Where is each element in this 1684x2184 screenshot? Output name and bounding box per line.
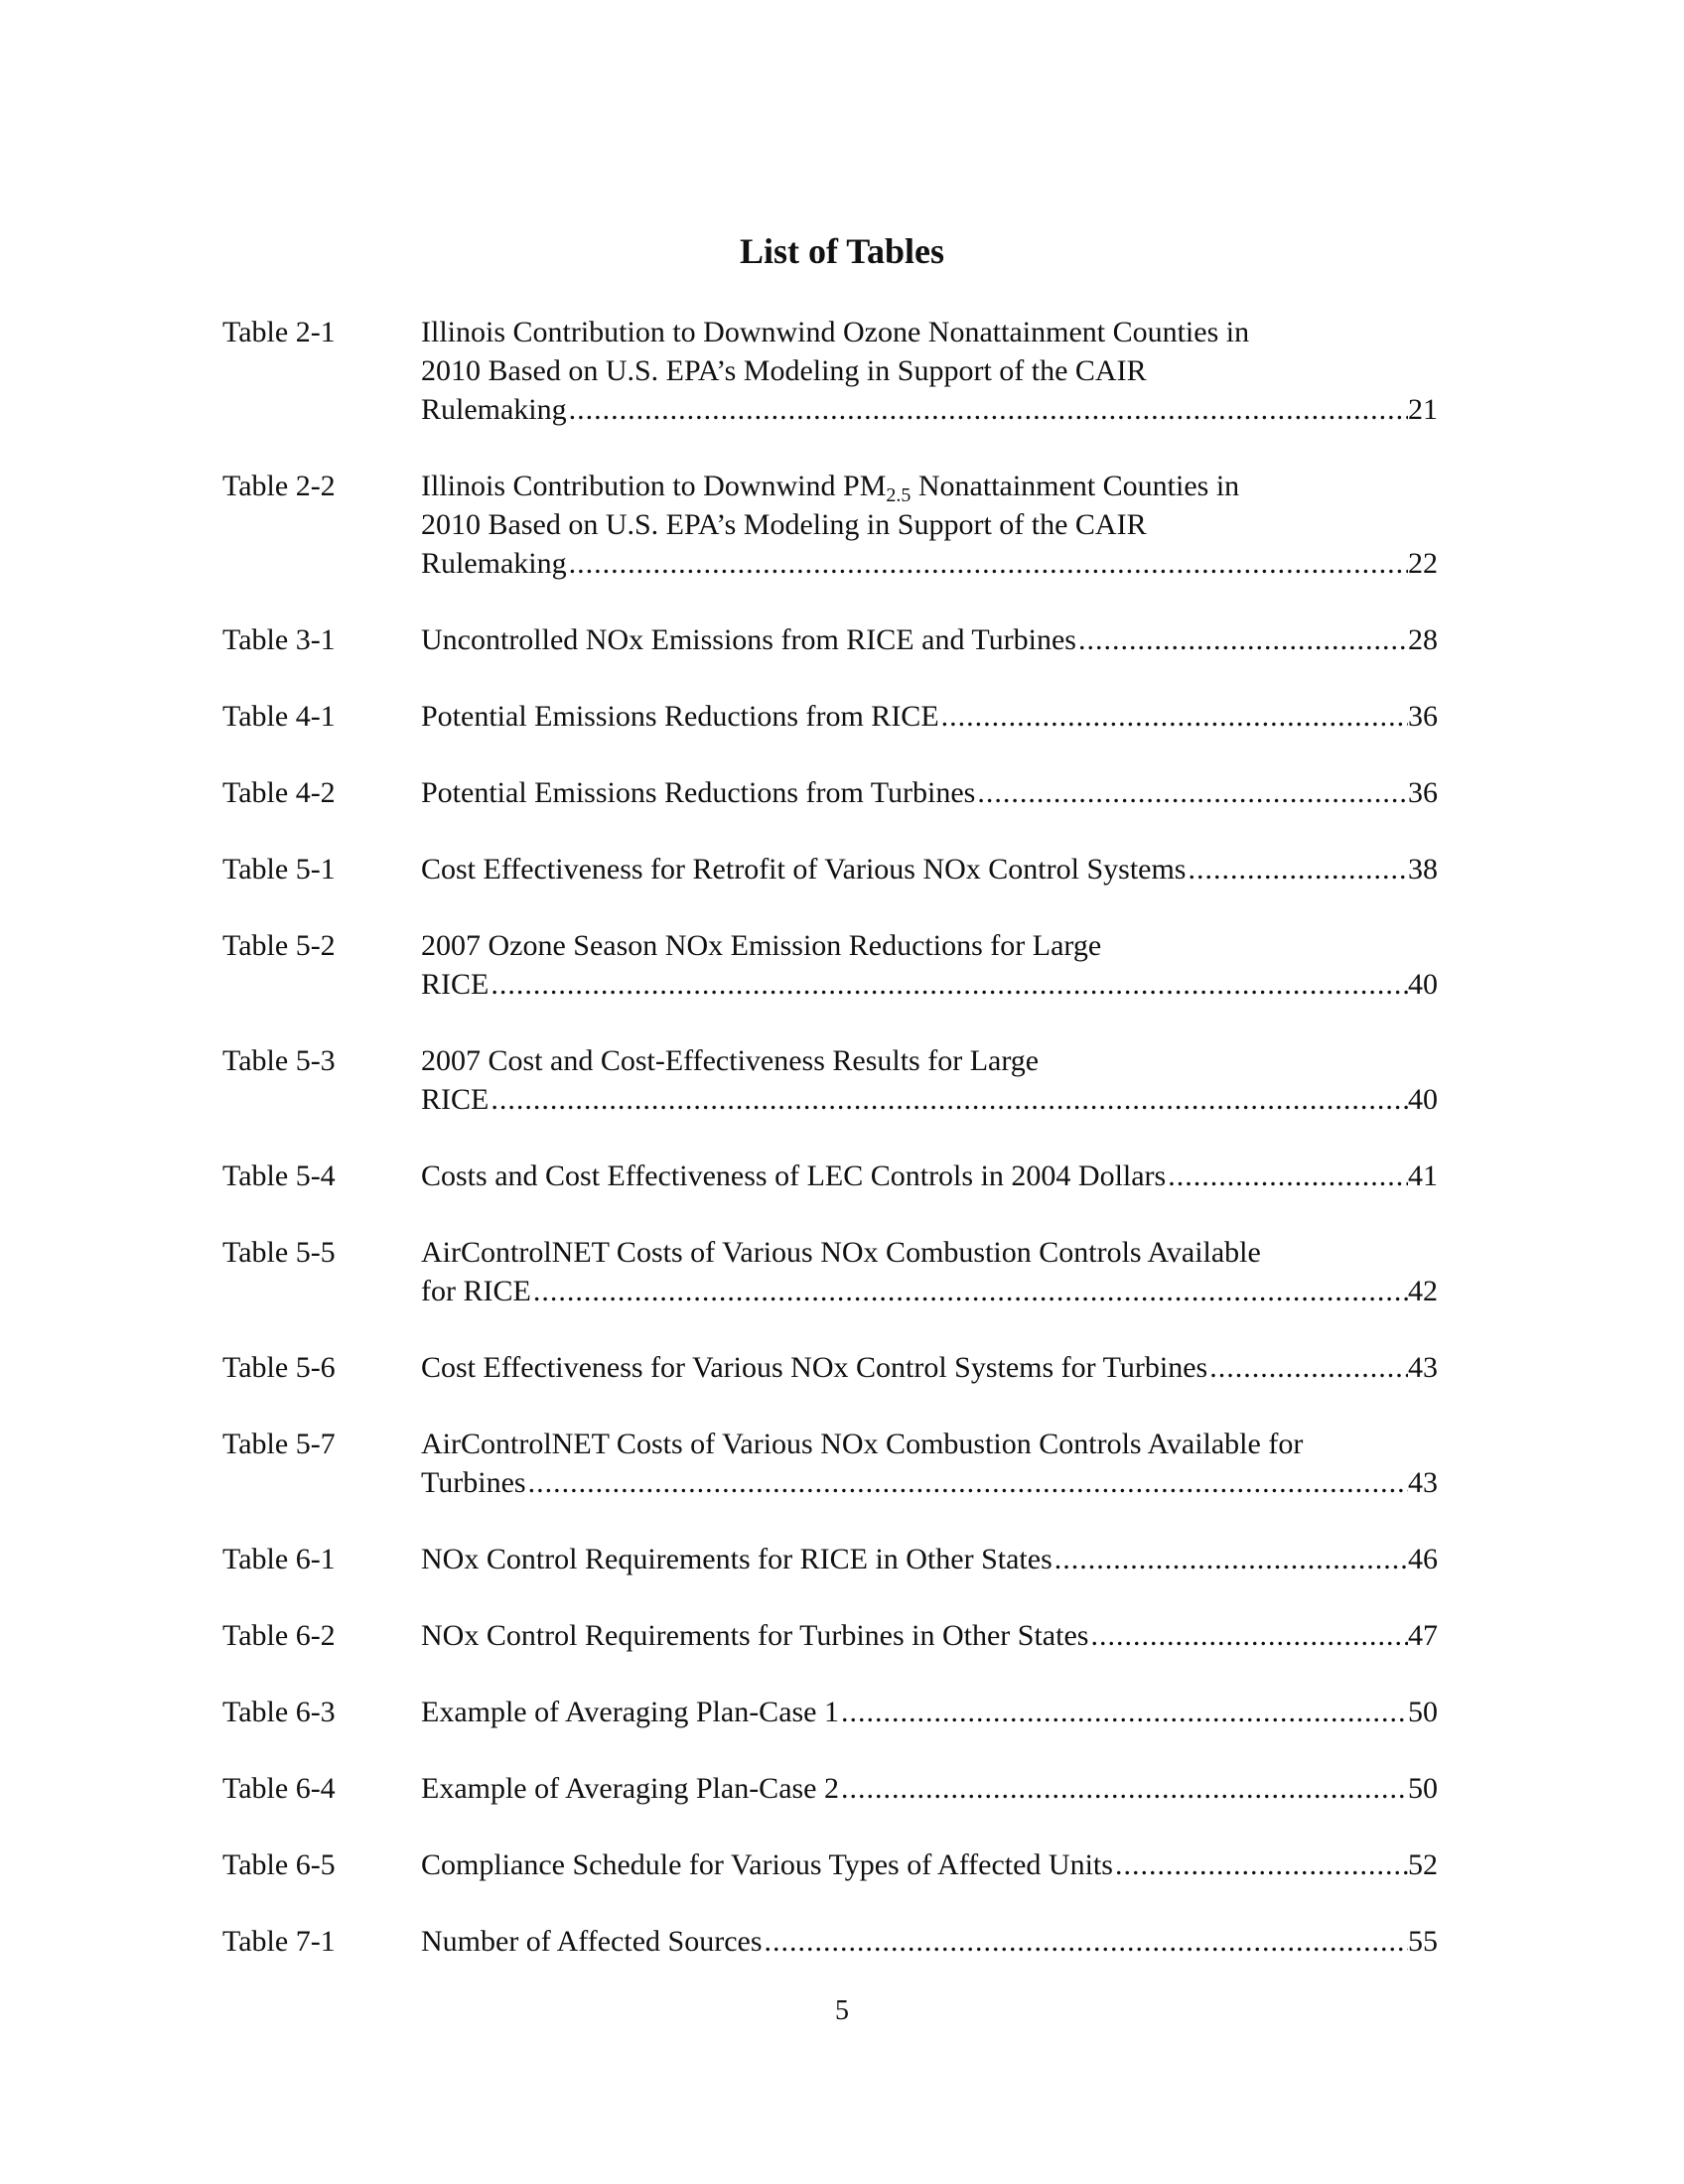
- caption-line: Example of Averaging Plan-Case 1: [421, 1696, 839, 1728]
- caption-last-line: [421, 1540, 1438, 1578]
- table-caption: [421, 697, 1438, 736]
- subscript: 2.5: [886, 484, 912, 506]
- caption-last-line: [421, 1693, 1438, 1731]
- toc-entry-table-4-2[interactable]: [222, 773, 1438, 812]
- table-caption: [421, 1233, 1438, 1310]
- table-caption: [421, 1157, 1438, 1195]
- table-number: Table 7-1: [222, 1925, 336, 1958]
- caption-line: AirControlNET Costs of Various NOx Combustion Controls Available: [421, 1236, 1261, 1269]
- dot-leader: [939, 697, 1408, 736]
- page-reference: 43: [1408, 1466, 1438, 1499]
- page-reference: 41: [1408, 1160, 1438, 1192]
- caption-line: Uncontrolled NOx Emissions from RICE and Turbines: [421, 623, 1076, 656]
- table-caption: [421, 1425, 1438, 1502]
- toc-entry-table-5-7[interactable]: [222, 1425, 1438, 1502]
- caption-line: Illinois Contribution to Downwind Ozone Nonattainment Counties in: [421, 316, 1250, 348]
- caption-line: Cost Effectiveness for Retrofit of Various NOx Control Systems: [421, 853, 1187, 886]
- dot-leader: [1166, 1157, 1408, 1195]
- toc-entry-table-2-1[interactable]: [222, 313, 1438, 429]
- caption-line: 2007 Ozone Season NOx Emission Reductions for Large: [421, 929, 1102, 962]
- caption-last-line: [421, 697, 1438, 736]
- table-number: Table 2-1: [222, 316, 336, 348]
- caption-last-line: [421, 544, 1438, 583]
- caption-last-line: [421, 773, 1438, 812]
- dot-leader: [975, 773, 1408, 812]
- caption-line: AirControlNET Costs of Various NOx Combustion Controls Available for: [421, 1428, 1304, 1460]
- table-caption: [421, 467, 1438, 583]
- page-reference: 46: [1408, 1543, 1438, 1575]
- page-reference: 52: [1408, 1848, 1438, 1881]
- dot-leader: [839, 1693, 1408, 1731]
- caption-last-line: [421, 850, 1438, 888]
- caption-line: Costs and Cost Effectiveness of LEC Controls in 2004 Dollars: [421, 1160, 1167, 1192]
- caption-line: [421, 467, 1438, 505]
- page-reference: 47: [1408, 1619, 1438, 1652]
- dot-leader: [567, 544, 1408, 583]
- table-number: Table 4-2: [222, 776, 336, 809]
- table-caption: [421, 1845, 1438, 1884]
- toc-entry-table-6-3[interactable]: [222, 1693, 1438, 1731]
- table-number: Table 3-1: [222, 623, 336, 656]
- dot-leader: [1186, 850, 1408, 888]
- dot-leader: [489, 1080, 1408, 1119]
- caption-last-line: [421, 1080, 1438, 1119]
- caption-line: Potential Emissions Reductions from Turbines: [421, 776, 976, 809]
- caption-line: Turbines: [421, 1466, 526, 1499]
- toc-entry-table-5-5[interactable]: [222, 1233, 1438, 1310]
- table-caption: [421, 773, 1438, 812]
- caption-line: Number of Affected Sources: [421, 1925, 763, 1958]
- page-title: List of Tables: [739, 231, 945, 271]
- table-caption: [421, 1922, 1438, 1961]
- table-caption: [421, 1348, 1438, 1387]
- table-number: Table 5-1: [222, 853, 336, 886]
- table-number: Table 5-6: [222, 1351, 336, 1384]
- toc-entry-table-7-1[interactable]: [222, 1922, 1438, 1961]
- dot-leader: [526, 1463, 1408, 1502]
- caption-line: NOx Control Requirements for RICE in Other States: [421, 1543, 1052, 1575]
- list-of-tables: [222, 313, 1438, 1998]
- table-number: Table 2-2: [222, 470, 336, 502]
- table-number: Table 4-1: [222, 700, 336, 733]
- page-reference: 40: [1408, 968, 1438, 1001]
- table-caption: [421, 1769, 1438, 1808]
- toc-entry-table-6-2[interactable]: [222, 1616, 1438, 1655]
- table-number: Table 5-3: [222, 1044, 336, 1077]
- dot-leader: [763, 1922, 1408, 1961]
- caption-line: Example of Averaging Plan-Case 2: [421, 1772, 839, 1805]
- page-reference: 42: [1408, 1275, 1438, 1307]
- caption-line: Cost Effectiveness for Various NOx Control Systems for Turbines: [421, 1351, 1208, 1384]
- caption-last-line: [421, 1769, 1438, 1808]
- toc-entry-table-5-2[interactable]: [222, 926, 1438, 1004]
- caption-last-line: [421, 1463, 1438, 1502]
- table-caption: [421, 313, 1438, 429]
- table-number: Table 6-5: [222, 1848, 336, 1881]
- dot-leader: [567, 390, 1408, 429]
- caption-line: 2007 Cost and Cost-Effectiveness Results for Large: [421, 1044, 1040, 1077]
- page-number: 5: [835, 1995, 849, 2026]
- table-caption: [421, 1616, 1438, 1655]
- page-reference: 40: [1408, 1083, 1438, 1116]
- page-reference: 50: [1408, 1772, 1438, 1805]
- caption-line: 2010 Based on U.S. EPA’s Modeling in Support of the CAIR: [421, 354, 1147, 387]
- caption-text: Illinois Contribution to Downwind PM: [421, 470, 887, 502]
- toc-entry-table-2-2[interactable]: [222, 467, 1438, 583]
- caption-last-line: [421, 1922, 1438, 1961]
- caption-line: NOx Control Requirements for Turbines in Other States: [421, 1619, 1089, 1652]
- table-caption: [421, 620, 1438, 659]
- caption-text: Nonattainment Counties in: [911, 470, 1240, 502]
- dot-leader: [531, 1272, 1408, 1310]
- dot-leader: [1076, 620, 1408, 659]
- caption-line: Rulemaking: [421, 547, 567, 580]
- toc-entry-table-6-4[interactable]: [222, 1769, 1438, 1808]
- page-reference: 50: [1408, 1696, 1438, 1728]
- dot-leader: [1088, 1616, 1408, 1655]
- toc-entry-table-6-1[interactable]: [222, 1540, 1438, 1578]
- caption-line: RICE: [421, 968, 490, 1001]
- page-reference: 38: [1408, 853, 1438, 886]
- caption-last-line: [421, 620, 1438, 659]
- toc-entry-table-3-1[interactable]: [222, 620, 1438, 659]
- caption-line: Potential Emissions Reductions from RICE: [421, 700, 939, 733]
- caption-line: Compliance Schedule for Various Types of Affected Units: [421, 1848, 1113, 1881]
- dot-leader: [1113, 1845, 1408, 1884]
- table-number: Table 5-5: [222, 1236, 336, 1269]
- toc-entry-table-4-1[interactable]: [222, 697, 1438, 736]
- page-reference: 36: [1408, 776, 1438, 809]
- toc-entry-table-5-6[interactable]: [222, 1348, 1438, 1387]
- table-number: Table 6-3: [222, 1696, 336, 1728]
- dot-leader: [839, 1769, 1408, 1808]
- table-caption: [421, 1540, 1438, 1578]
- page-reference: 28: [1408, 623, 1438, 656]
- toc-entry-table-5-4[interactable]: [222, 1157, 1438, 1195]
- dot-leader: [1207, 1348, 1408, 1387]
- caption-last-line: [421, 1272, 1438, 1310]
- toc-entry-table-5-1[interactable]: [222, 850, 1438, 888]
- toc-entry-table-5-3[interactable]: [222, 1041, 1438, 1119]
- page-reference: 55: [1408, 1925, 1438, 1958]
- page-reference: 36: [1408, 700, 1438, 733]
- table-number: Table 6-4: [222, 1772, 336, 1805]
- table-number: Table 5-2: [222, 929, 336, 962]
- caption-last-line: [421, 390, 1438, 429]
- caption-last-line: [421, 1845, 1438, 1884]
- table-number: Table 5-4: [222, 1160, 336, 1192]
- table-number: Table 5-7: [222, 1428, 336, 1460]
- page-reference: 43: [1408, 1351, 1438, 1384]
- page-reference: 21: [1408, 393, 1438, 426]
- caption-last-line: [421, 1616, 1438, 1655]
- table-caption: [421, 926, 1438, 1004]
- table-caption: [421, 850, 1438, 888]
- dot-leader: [489, 965, 1408, 1004]
- caption-line: Rulemaking: [421, 393, 567, 426]
- table-caption: [421, 1693, 1438, 1731]
- caption-last-line: [421, 1348, 1438, 1387]
- table-number: Table 6-2: [222, 1619, 336, 1652]
- caption-last-line: [421, 1157, 1438, 1195]
- dot-leader: [1052, 1540, 1408, 1578]
- page-reference: 22: [1408, 547, 1438, 580]
- toc-entry-table-6-5[interactable]: [222, 1845, 1438, 1884]
- caption-last-line: [421, 965, 1438, 1004]
- caption-line: 2010 Based on U.S. EPA’s Modeling in Support of the CAIR: [421, 508, 1147, 541]
- table-caption: [421, 1041, 1438, 1119]
- caption-line: for RICE: [421, 1275, 531, 1307]
- caption-line: RICE: [421, 1083, 490, 1116]
- table-number: Table 6-1: [222, 1543, 336, 1575]
